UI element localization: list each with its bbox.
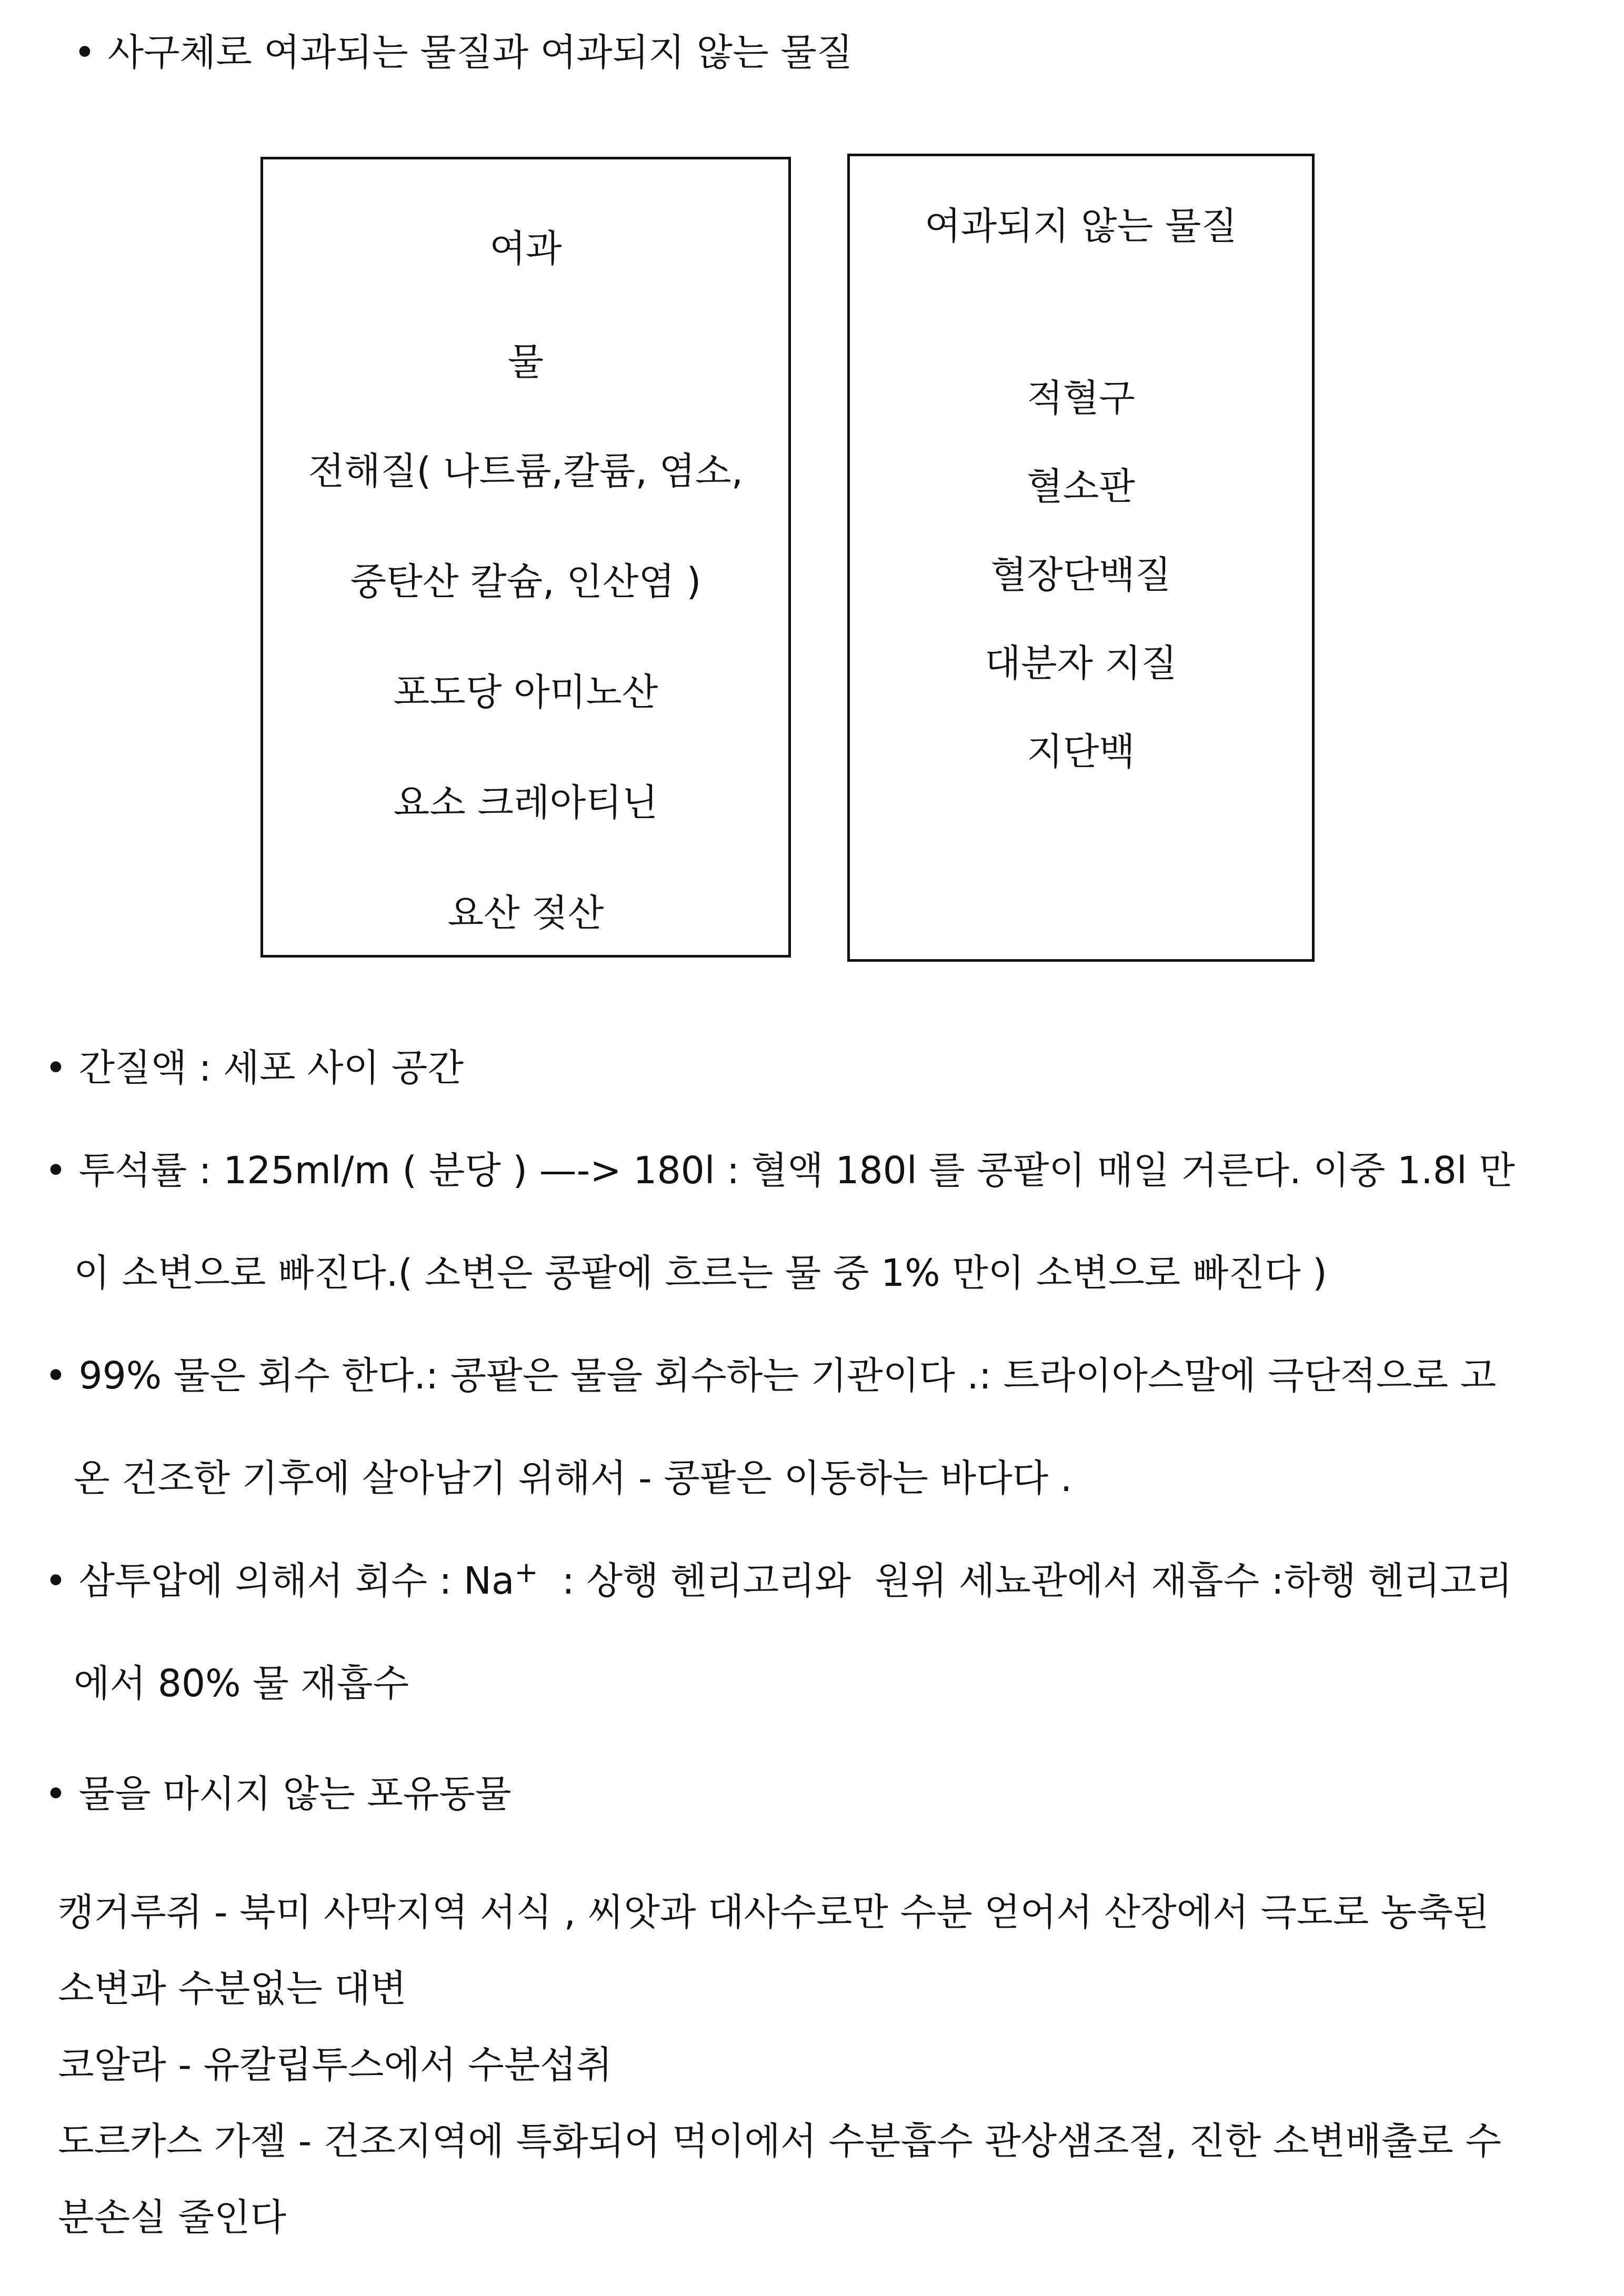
bullet-water-recovery-line1: • 99% 물은 회수 한다.: 콩팥은 물을 회수하는 기관이다 .: 트라이아스말에 극단적으로 고: [45, 1354, 1497, 1397]
bullet-dialysis-line1: • 투석률 : 125ml/m ( 분당 ) —-> 180l : 혈액 180l 를 콩팥이 매일 거른다. 이중 1.8l 만: [45, 1149, 1515, 1192]
filtered-item: 요소 크레아티닌: [393, 781, 658, 824]
section-heading: • 사구체로 여과되는 물질과 여과되지 않는 물질: [74, 31, 853, 74]
not-filtered-item: 대분자 지질: [985, 641, 1177, 685]
filtered-item: 포도당 아미노산: [393, 670, 658, 714]
sodium-ion-charge: +: [514, 1556, 538, 1589]
filtered-item: 중탄산 칼슘, 인산염 ): [350, 560, 701, 603]
animal-dorcas-gazelle-line1: 도르카스 가젤 - 건조지역에 특화되어 먹이에서 수분흡수 관상샘조절, 진한 소변배출로 수: [58, 2119, 1501, 2163]
filtered-item: 전해질( 나트륨,칼륨, 염소,: [308, 449, 744, 493]
animal-dorcas-gazelle-line2: 분손실 줄인다: [58, 2196, 287, 2239]
bullet-interstitial-fluid: • 간질액 : 세포 사이 공간: [45, 1046, 464, 1090]
not-filtered-item: 적혈구: [1027, 376, 1135, 420]
filtered-item: 물: [507, 340, 544, 384]
filtered-box-title: 여과: [489, 227, 562, 270]
bullet-non-drinking-mammals: • 물을 마시지 않는 포유동물: [45, 1772, 512, 1816]
bullet-dialysis-line2: 이 소변으로 빠진다.( 소변은 콩팥에 흐르는 물 중 1% 만이 소변으로 빠진다 ): [74, 1251, 1327, 1295]
filtered-item: 요산 젖산: [447, 891, 604, 935]
not-filtered-item: 혈장단백질: [990, 553, 1171, 597]
osmotic-text-a: • 삼투압에 의해서 회수 : Na: [45, 1559, 515, 1603]
bullet-osmotic-line2: 에서 80% 물 재흡수: [74, 1661, 409, 1705]
filtered-substances-box: [260, 157, 791, 958]
osmotic-text-b: : 상행 헨리고리와 원위 세뇨관에서 재흡수 :하행 헨리고리: [538, 1559, 1512, 1603]
not-filtered-item: 혈소판: [1027, 465, 1135, 508]
bullet-osmotic-line1: [45, 1557, 1512, 1608]
not-filtered-substances-box: [847, 154, 1315, 962]
bullet-water-recovery-line2: 온 건조한 기후에 살아남기 위해서 - 콩팥은 이동하는 바다다 .: [74, 1456, 1072, 1500]
animal-kangaroo-rat-line1: 캥거루쥐 - 북미 사막지역 서식 , 씨앗과 대사수로만 수분 얻어서 산장에서 극도로 농축된: [58, 1890, 1489, 1934]
animal-kangaroo-rat-line2: 소변과 수분없는 대변: [58, 1967, 407, 2010]
not-filtered-item: 지단백: [1027, 730, 1135, 773]
not-filtered-box-title: 여과되지 않는 물질: [925, 204, 1237, 248]
animal-koala: 코알라 - 유칼립투스에서 수분섭취: [58, 2043, 613, 2087]
